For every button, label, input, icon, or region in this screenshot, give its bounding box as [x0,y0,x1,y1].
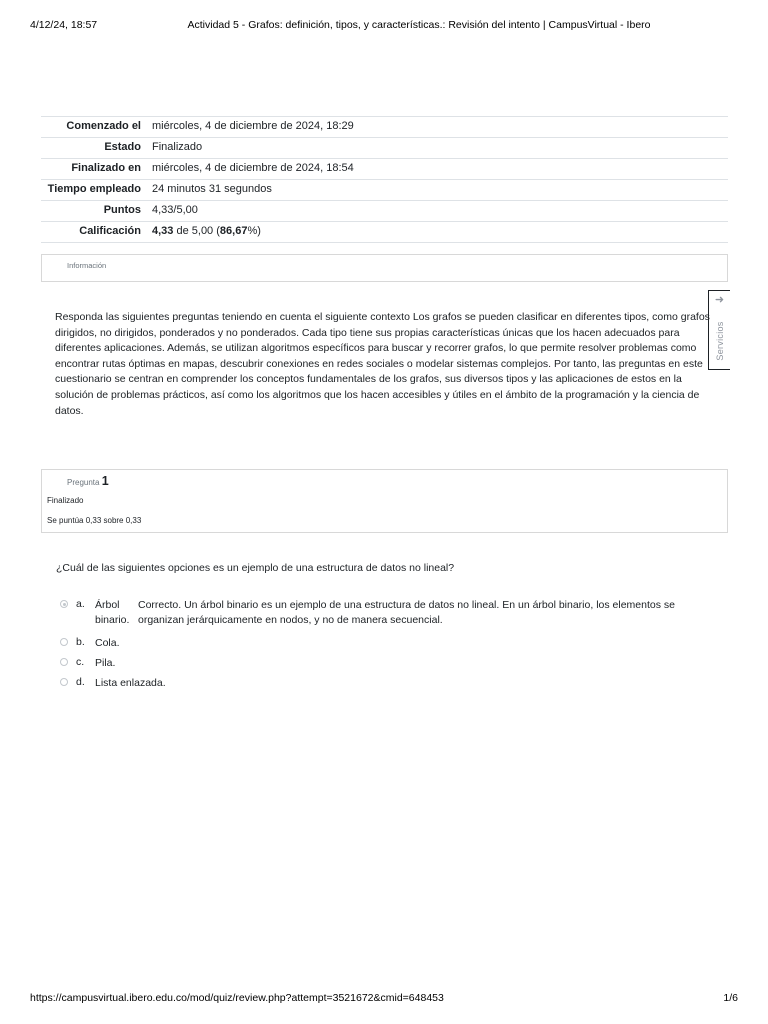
print-footer [30,992,738,1006]
summary-label: Calificación [79,225,141,237]
services-label: Servicios [715,321,725,361]
page-url: https://campusvirtual.ibero.edu.co/mod/quiz/review.php?attempt=3521672&cmid=648453 [30,992,444,1004]
answer-letter: d. [76,676,85,688]
answer-option[interactable] [60,656,720,676]
summary-label: Puntos [103,204,141,216]
print-datetime: 4/12/24, 18:57 [30,19,98,31]
summary-row [41,117,728,138]
answer-letter: a. [76,598,85,610]
question-grade: Se puntúa 0,33 sobre 0,33 [47,516,142,525]
answer-text: Cola. [95,637,120,649]
context-text: Responda las siguientes preguntas teniendo en cuenta el siguiente contexto Los grafos se pueden clasificar en diferentes tipos, como grafos dirigidos, no dirigidos, ponderados y no ponderados. Cada tipo tiene sus propias características únicas que los hacen adecuados para diferentes aplicaciones. Además, se utilizan algoritmos específicos para buscar y recorrer grafos, lo que permite resolver problemas como encontrar rutas óptimas en mapas, descubrir conexiones en redes sociales o modelar sistemas complejos. Por tanto, las preguntas en este cuestionario se centran en comprender los conceptos fundamentales de los grafos, sus diversos tipos y las aplicaciones de estos en la solución de problemas prácticos, así como los algoritmos que los hacen accesibles y útiles en el ámbito de la programación y la ciencia de datos. [55,311,710,417]
summary-row [41,180,728,201]
summary-row [41,159,728,180]
answer-text: Árbol binario. [95,599,130,626]
question-number-value: 1 [101,474,109,488]
answer-option[interactable] [60,636,720,656]
summary-value: miércoles, 4 de diciembre de 2024, 18:54 [152,162,354,174]
grade-value [146,222,728,243]
summary-label: Finalizado en [71,162,141,174]
attempt-summary-table [41,116,728,243]
question-text: ¿Cuál de las siguientes opciones es un ejemplo de una estructura de datos no lineal? [56,562,455,574]
print-page-title: Actividad 5 - Grafos: definición, tipos, y características.: Revisión del intento | CampusVirtual - Ibero [187,19,651,31]
grade-percent-sign: %) [247,225,261,237]
information-label: Información [67,261,107,270]
summary-label: Tiempo empleado [47,183,141,195]
summary-label: Estado [104,141,141,153]
summary-label: Comenzado el [66,120,141,132]
answer-letter: c. [76,656,85,668]
arrow-right-icon: ➜ [714,294,725,306]
answer-text: Lista enlazada. [95,677,166,689]
information-block [41,254,728,282]
question-prefix: Pregunta [67,478,100,487]
summary-value: miércoles, 4 de diciembre de 2024, 18:29 [152,120,354,132]
radio-button-checked[interactable] [60,600,68,608]
answer-option[interactable] [60,598,720,636]
grade-score: 4,33 [152,225,174,237]
answer-option[interactable] [60,676,720,696]
print-header [30,19,738,33]
summary-row [41,138,728,159]
summary-row [41,201,728,222]
grade-percent: 86,67 [219,225,248,237]
answer-list [60,598,720,696]
services-tab[interactable] [708,290,730,370]
question-number [67,474,109,488]
summary-row [41,222,728,243]
radio-button[interactable] [60,678,68,686]
page-number: 1/6 [723,992,738,1004]
answer-text: Pila. [95,657,116,669]
answer-letter: b. [76,636,85,648]
question-state: Finalizado [47,496,84,505]
question-info [41,469,728,533]
summary-value: Finalizado [152,141,203,153]
radio-button[interactable] [60,638,68,646]
answer-feedback: Correcto. Un árbol binario es un ejemplo de una estructura de datos no lineal. En un árbol binario, los elementos se organizan jerárquicamente en nodos, y no de manera secuencial. [138,599,675,626]
radio-button[interactable] [60,658,68,666]
summary-value: 24 minutos 31 segundos [152,183,272,195]
grade-total: de 5,00 ( [173,225,220,237]
summary-value: 4,33/5,00 [152,204,198,216]
